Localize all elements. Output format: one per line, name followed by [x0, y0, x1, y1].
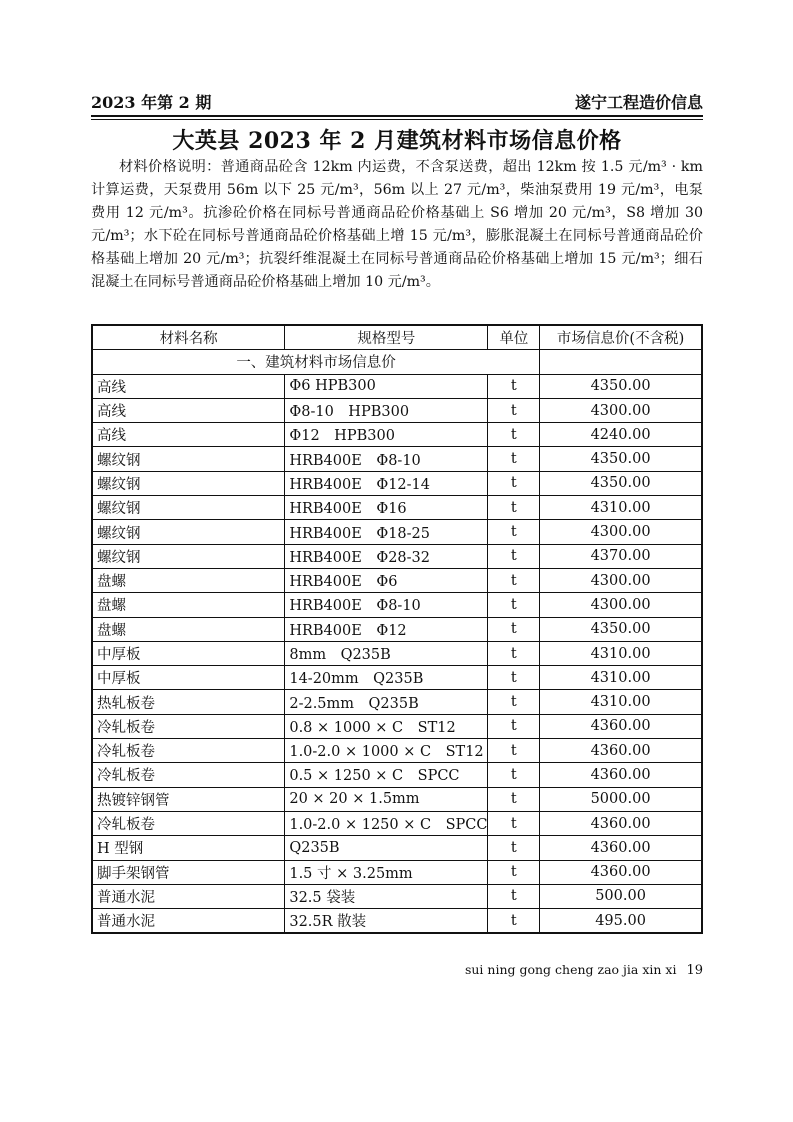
spec-cell: HRB400E Φ16	[285, 496, 488, 520]
price-cell: 4360.00	[540, 860, 702, 884]
unit-cell: t	[488, 617, 540, 641]
price-cell: 4360.00	[540, 739, 702, 763]
material-name-cell: 螺纹钢	[92, 496, 285, 520]
price-description: 材料价格说明：普通商品砼含 12km 内运费，不含泵送费，超出 12km 按 1.5 元/m³ · km 计算运费，天泵费用 56m 以下 25 元/m³，56m 以上 27 元/m³，柴油泵费用 19 元/m³，电泵费用 12 元/m³。抗渗砼价格在同标号普通商品砼价格基础上 S6 增加 20 元/m³，S8 增加 30 元/m³；水下砼在同标号普通商品砼价格基础上增 15 元/m³，膨胀混凝土在同标号普通商品砼价格基础上增加 20 元/m³；抗裂纤维混凝土在同标号普通商品砼价格基础上增加 15 元/m³；细石混凝土在同标号普通商品砼价格基础上增加 10 元/m³。	[91, 159, 703, 290]
section-empty-cell	[540, 350, 702, 374]
header-rule-thick	[91, 115, 703, 117]
price-cell: 4350.00	[540, 617, 702, 641]
table-row	[92, 447, 702, 471]
unit-cell: t	[488, 836, 540, 860]
material-name-cell: 普通水泥	[92, 884, 285, 908]
material-name-cell: 脚手架钢管	[92, 860, 285, 884]
price-cell: 4360.00	[540, 811, 702, 835]
unit-cell: t	[488, 423, 540, 447]
table-row	[92, 641, 702, 665]
unit-cell: t	[488, 811, 540, 835]
material-name-cell: 热轧板卷	[92, 690, 285, 714]
price-cell: 4300.00	[540, 593, 702, 617]
table-row	[92, 811, 702, 835]
material-name-cell: 冷轧板卷	[92, 714, 285, 738]
spec-cell: 0.5 × 1250 × C SPCC	[285, 763, 488, 787]
material-name-cell: 中厚板	[92, 666, 285, 690]
table-row	[92, 884, 702, 908]
table-row	[92, 787, 702, 811]
price-cell: 4300.00	[540, 568, 702, 592]
spec-cell: HRB400E Φ6	[285, 568, 488, 592]
price-cell: 4350.00	[540, 471, 702, 495]
material-name-cell: 高线	[92, 398, 285, 422]
table-row	[92, 714, 702, 738]
table-row	[92, 593, 702, 617]
unit-cell: t	[488, 374, 540, 398]
header-material-name: 材料名称	[92, 325, 285, 350]
unit-cell: t	[488, 884, 540, 908]
table-row	[92, 423, 702, 447]
material-name-cell: 盘螺	[92, 617, 285, 641]
price-cell: 4350.00	[540, 374, 702, 398]
spec-cell: Φ6 HPB300	[285, 374, 488, 398]
spec-cell: 14-20mm Q235B	[285, 666, 488, 690]
spec-cell: 8mm Q235B	[285, 641, 488, 665]
header-spec: 规格型号	[285, 325, 488, 350]
spec-cell: 1.0-2.0 × 1250 × C SPCC	[285, 811, 488, 835]
price-cell: 4310.00	[540, 690, 702, 714]
unit-cell: t	[488, 520, 540, 544]
price-cell: 4360.00	[540, 714, 702, 738]
price-cell: 4240.00	[540, 423, 702, 447]
table-row	[92, 739, 702, 763]
material-name-cell: 热镀锌钢管	[92, 787, 285, 811]
table-row	[92, 496, 702, 520]
table-row	[92, 398, 702, 422]
unit-cell: t	[488, 471, 540, 495]
spec-cell: Φ12 HPB300	[285, 423, 488, 447]
publication-name: 遂宁工程造价信息	[574, 93, 703, 112]
price-cell: 4360.00	[540, 763, 702, 787]
table-row	[92, 471, 702, 495]
price-cell: 5000.00	[540, 787, 702, 811]
price-cell: 4370.00	[540, 544, 702, 568]
spec-cell: 32.5 袋装	[285, 884, 488, 908]
material-name-cell: H 型钢	[92, 836, 285, 860]
unit-cell: t	[488, 496, 540, 520]
material-name-cell: 螺纹钢	[92, 471, 285, 495]
section-title: 一、建筑材料市场信息价	[92, 350, 540, 374]
spec-cell: 0.8 × 1000 × C ST12	[285, 714, 488, 738]
material-name-cell: 冷轧板卷	[92, 811, 285, 835]
spec-cell: HRB400E Φ8-10	[285, 447, 488, 471]
spec-cell: HRB400E Φ28-32	[285, 544, 488, 568]
spec-cell: 32.5R 散装	[285, 909, 488, 934]
price-cell: 4310.00	[540, 496, 702, 520]
table-row	[92, 909, 702, 934]
unit-cell: t	[488, 398, 540, 422]
unit-cell: t	[488, 763, 540, 787]
spec-cell: 2-2.5mm Q235B	[285, 690, 488, 714]
spec-cell: Q235B	[285, 836, 488, 860]
material-name-cell: 冷轧板卷	[92, 763, 285, 787]
unit-cell: t	[488, 666, 540, 690]
table-row	[92, 763, 702, 787]
header-price: 市场信息价(不含税)	[540, 325, 702, 350]
footer-text: sui ning gong cheng zao jia xin xi	[464, 962, 677, 977]
material-name-cell: 盘螺	[92, 593, 285, 617]
table-row	[92, 374, 702, 398]
unit-cell: t	[488, 739, 540, 763]
price-cell: 4350.00	[540, 447, 702, 471]
unit-cell: t	[488, 544, 540, 568]
price-cell: 4310.00	[540, 666, 702, 690]
section-row	[92, 350, 702, 374]
unit-cell: t	[488, 860, 540, 884]
spec-cell: HRB400E Φ12-14	[285, 471, 488, 495]
price-cell: 4300.00	[540, 398, 702, 422]
table-row	[92, 666, 702, 690]
unit-cell: t	[488, 690, 540, 714]
price-cell: 4360.00	[540, 836, 702, 860]
price-cell: 4300.00	[540, 520, 702, 544]
page-number: 19	[686, 963, 703, 978]
page-header	[91, 88, 703, 114]
price-cell: 495.00	[540, 909, 702, 934]
table-row	[92, 836, 702, 860]
material-name-cell: 高线	[92, 374, 285, 398]
issue-label: 2023 年第 2 期	[91, 93, 212, 112]
material-name-cell: 螺纹钢	[92, 520, 285, 544]
spec-cell: HRB400E Φ12	[285, 617, 488, 641]
table-row	[92, 860, 702, 884]
table-row	[92, 520, 702, 544]
table-row	[92, 568, 702, 592]
price-table	[91, 324, 703, 934]
header-rule-thin	[91, 119, 703, 120]
spec-cell: HRB400E Φ8-10	[285, 593, 488, 617]
unit-cell: t	[488, 447, 540, 471]
unit-cell: t	[488, 787, 540, 811]
spec-cell: Φ8-10 HPB300	[285, 398, 488, 422]
price-cell: 4310.00	[540, 641, 702, 665]
unit-cell: t	[488, 909, 540, 934]
price-cell: 500.00	[540, 884, 702, 908]
page-title: 大英县 2023 年 2 月建筑材料市场信息价格	[172, 128, 622, 154]
spec-cell: 1.5 寸 × 3.25mm	[285, 860, 488, 884]
material-name-cell: 高线	[92, 423, 285, 447]
material-name-cell: 螺纹钢	[92, 544, 285, 568]
table-header-row	[92, 325, 702, 350]
unit-cell: t	[488, 593, 540, 617]
table-row	[92, 617, 702, 641]
table-row	[92, 544, 702, 568]
unit-cell: t	[488, 568, 540, 592]
material-name-cell: 冷轧板卷	[92, 739, 285, 763]
page-footer	[465, 962, 703, 978]
spec-cell: HRB400E Φ18-25	[285, 520, 488, 544]
spec-cell: 20 × 20 × 1.5mm	[285, 787, 488, 811]
material-name-cell: 盘螺	[92, 568, 285, 592]
spec-cell: 1.0-2.0 × 1000 × C ST12	[285, 739, 488, 763]
unit-cell: t	[488, 641, 540, 665]
unit-cell: t	[488, 714, 540, 738]
table-row	[92, 690, 702, 714]
header-unit: 单位	[488, 325, 540, 350]
material-name-cell: 中厚板	[92, 641, 285, 665]
material-name-cell: 螺纹钢	[92, 447, 285, 471]
material-name-cell: 普通水泥	[92, 909, 285, 934]
